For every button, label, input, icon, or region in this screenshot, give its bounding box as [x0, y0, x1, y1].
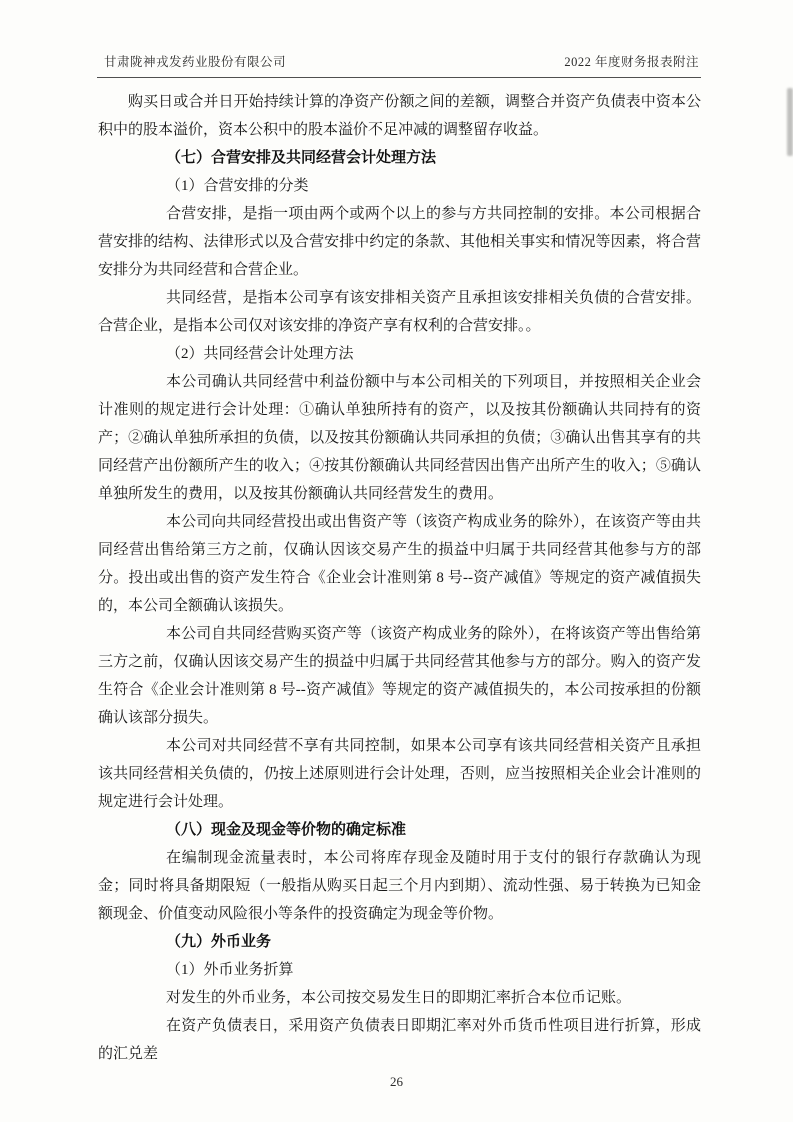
- paragraph: 在编制现金流量表时，本公司将库存现金及随时用于支付的银行存款确认为现金；同时将具备期限短（一般指从购买日起三个月内到期）、流动性强、易于转换为已知金额现金、价值变动风险很小等条件的投资确定为现金等价物。: [98, 850, 701, 922]
- page-header: [104, 52, 699, 70]
- page-number: 26: [390, 1074, 403, 1089]
- page-footer: [0, 1074, 793, 1090]
- company-name: 甘肃陇神戎发药业股份有限公司: [104, 55, 287, 69]
- paragraph: 共同经营，是指本公司享有该安排相关资产且承担该安排相关负债的合营安排。合营企业，是指本公司仅对该安排的净资产享有权利的合营安排。。: [98, 290, 701, 334]
- paragraph: 在资产负债表日，采用资产负债表日即期汇率对外币货币性项目进行折算，形成的汇兑差: [98, 1018, 701, 1062]
- document-body: [98, 88, 701, 1068]
- section-heading-9: （九）外币业务: [166, 934, 272, 950]
- paragraph: 对发生的外币业务，本公司按交易发生日的即期汇率折合本位币记账。: [166, 990, 632, 1006]
- paragraph: 本公司确认共同经营中利益份额中与本公司相关的下列项目，并按照相关企业会计准则的规定进行会计处理：①确认单独所持有的资产，以及按其份额确认共同持有的资产；②确认单独所承担的负债，以及按其份额确认共同承担的负债；③确认出售其享有的共同经营产出份额所产生的收入；④按其份额确认共同经营因出售产出所产生的收入；⑤确认单独所发生的费用，以及按其份额确认共同经营发生的费用。: [98, 374, 701, 502]
- section-heading-7: （七）合营安排及共同经营会计处理方法: [166, 150, 437, 166]
- subsection-heading: （1）外币业务折算: [166, 962, 294, 978]
- paragraph: 合营安排，是指一项由两个或两个以上的参与方共同控制的安排。本公司根据合营安排的结构、法律形式以及合营安排中约定的条款、其他相关事实和情况等因素，将合营安排分为共同经营和合营企业。: [98, 206, 701, 278]
- subsection-heading: （2）共同经营会计处理方法: [166, 346, 354, 362]
- paragraph: 本公司对共同经营不享有共同控制，如果本公司享有该共同经营相关资产且承担该共同经营相关负债的，仍按上述原则进行会计处理，否则，应当按照相关企业会计准则的规定进行会计处理。: [98, 738, 701, 810]
- scan-artifact: [787, 88, 793, 156]
- paragraph: 本公司向共同经营投出或出售资产等（该资产构成业务的除外），在该资产等由共同经营出售给第三方之前，仅确认因该交易产生的损益中归属于共同经营其他参与方的部分。投出或出售的资产发生符合《企业会计准则第 8 号--资产减值》等规定的资产减值损失的，本公司全额确认该损失。: [98, 514, 701, 614]
- paragraph-continuation: 购买日或合并日开始持续计算的净资产份额之间的差额，调整合并资产负债表中资本公积中的股本溢价，资本公积中的股本溢价不足冲减的调整留存收益。: [98, 94, 701, 138]
- paragraph: 本公司自共同经营购买资产等（该资产构成业务的除外），在将该资产等出售给第三方之前，仅确认因该交易产生的损益中归属于共同经营其他参与方的部分。购入的资产发生符合《企业会计准则第 8 号--资产减值》等规定的资产减值损失的，本公司按承担的份额确认该部分损失。: [98, 626, 701, 726]
- subsection-heading: （1）合营安排的分类: [166, 178, 309, 194]
- report-title: 2022 年度财务报表附注: [564, 55, 699, 69]
- section-heading-8: （八）现金及现金等价物的确定标准: [166, 822, 407, 838]
- header-rule: [97, 77, 701, 78]
